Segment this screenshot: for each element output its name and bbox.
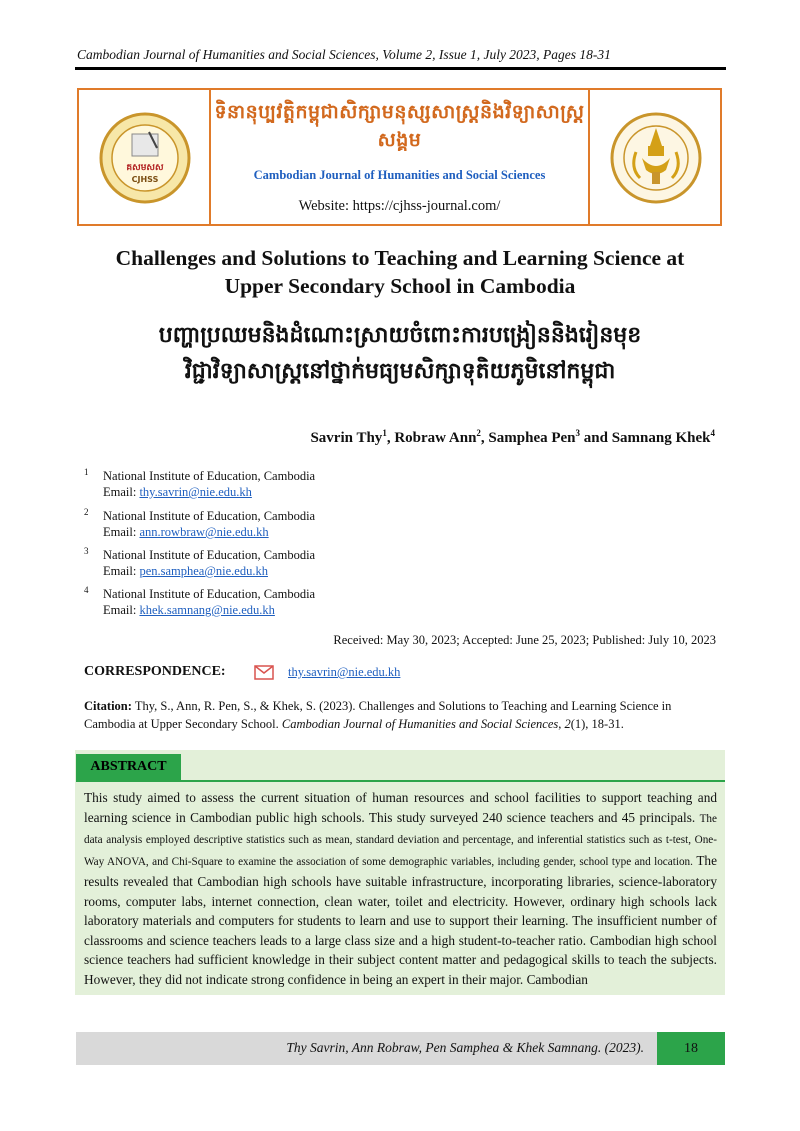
abstract-heading: ABSTRACT — [76, 754, 181, 780]
paper-title-line1: Challenges and Solutions to Teaching and Learning Science at — [115, 246, 685, 270]
author-separator: , — [480, 430, 489, 446]
affiliation-4 — [84, 586, 315, 618]
author-separator: and — [580, 430, 612, 446]
citation-label: Citation: — [84, 699, 132, 713]
page-number: 18 — [657, 1032, 725, 1065]
email-label: Email: — [103, 603, 137, 617]
affiliation-email-link[interactable]: pen.samphea@nie.edu.kh — [139, 564, 268, 578]
email-label: Email: — [103, 525, 137, 539]
affiliation-institution: National Institute of Education, Cambodia — [103, 548, 316, 562]
envelope-icon — [254, 665, 274, 680]
masthead-center — [211, 90, 588, 224]
abstract-text — [84, 788, 717, 989]
paper-title-khmer — [60, 318, 740, 390]
affiliation-number: 1 — [84, 467, 89, 477]
journal-website[interactable]: Website: https://cjhss-journal.com/ — [298, 198, 501, 214]
correspondence-email-link[interactable]: thy.savrin@nie.edu.kh — [288, 665, 401, 679]
header-rule — [75, 67, 726, 70]
citation — [84, 697, 718, 733]
citation-text: Thy, S., Ann, R. Pen, S., & Khek, S. (2023). Challenges and Solutions to Teaching and Learning Science in Cambodia at Upper Secondary School. — [84, 699, 672, 731]
author-sup: 3 — [575, 428, 581, 438]
paper-title-khmer-line2: វិជ្ជាវិទ្យាសាស្ត្រនៅថ្នាក់មធ្យមសិក្សាទុតិយភូមិនៅកម្ពុជា — [184, 359, 616, 384]
affiliation-1 — [84, 468, 315, 500]
citation-journal: Cambodian Journal of Humanities and Social Sciences — [281, 717, 559, 731]
affiliation-institution: National Institute of Education, Cambodia — [103, 469, 316, 483]
institute-seal — [588, 90, 720, 224]
abstract-part3: The results revealed that Cambodian high schools have suitable infrastructure, incorporating libraries, science-laboratory rooms, computer labs, internet connection, clean water, toilet and electricity. However, ordinary high schools lack laboratory materials and computers for students to learn and use to support their learning. The insufficient number of classrooms and science teachers leads to a large class size and a high student-to-teacher ratio. Cambodian high school science teachers had sufficient knowledge in their subject content matter and pedagogical skills to teach the subjects. However, they did not indicate strong confidence in being an expert in their major. Cambodian — [84, 852, 717, 987]
logo-abbr: CJHSS — [131, 175, 159, 184]
affiliation-2 — [84, 508, 315, 540]
author-name: Robraw Ann — [394, 430, 477, 446]
affiliation-institution: National Institute of Education, Cambodia — [103, 587, 316, 601]
affiliation-email-link[interactable]: khek.samnang@nie.edu.kh — [139, 603, 275, 617]
paper-title — [60, 244, 740, 300]
email-label: Email: — [103, 564, 137, 578]
publication-dates: Received: May 30, 2023; Accepted: June 25, 2023; Published: July 10, 2023 — [333, 633, 716, 647]
correspondence-label: CORRESPONDENCE: — [84, 664, 226, 679]
abstract-rule — [76, 780, 725, 782]
paper-title-khmer-line1: បញ្ហាប្រឈមនិងដំណោះស្រាយចំពោះការបង្រៀននិងរៀនមុខ — [158, 323, 642, 348]
author-sup: 1 — [382, 428, 387, 438]
author-sup: 2 — [476, 428, 481, 438]
logo-khmer-caption: គសមសស — [126, 163, 164, 173]
author-name: Savrin Thy — [310, 430, 383, 446]
citation-separator: , — [558, 717, 565, 731]
footer-citation: Thy Savrin, Ann Robraw, Pen Samphea & Khek Samnang. (2023). — [286, 1040, 644, 1055]
affiliation-email-link[interactable]: thy.savrin@nie.edu.kh — [139, 485, 252, 499]
cjhss-logo — [79, 90, 211, 224]
journal-masthead — [77, 88, 722, 226]
abstract-part1: This study aimed to assess the current situation of human resources and school facilities to support teaching and learning science in Cambodian public high schools. This study surveyed 240 science teachers and 45 principals. — [84, 790, 717, 825]
author-name: Samnang Khek — [611, 430, 711, 446]
running-head: Cambodian Journal of Humanities and Social Sciences, Volume 2, Issue 1, July 2023, Pages 18-31 — [77, 47, 611, 62]
paper-title-line2: Upper Secondary School in Cambodia — [224, 274, 576, 298]
author-sup: 4 — [710, 428, 715, 438]
email-label: Email: — [103, 485, 137, 499]
affiliation-number: 2 — [84, 507, 89, 517]
affiliation-number: 4 — [84, 585, 89, 595]
affiliation-3 — [84, 547, 315, 579]
journal-khmer-title: ទិនានុប្បវត្តិកម្ពុជាសិក្សាមនុស្សសាស្ត្រនិងវិទ្យាសាស្ត្រសង្គម — [214, 101, 585, 151]
author-name: Samphea Pen — [488, 430, 576, 446]
citation-pages: (1), 18-31. — [570, 717, 624, 731]
author-separator: , — [386, 430, 395, 446]
affiliation-email-link[interactable]: ann.rowbraw@nie.edu.kh — [139, 525, 269, 539]
author-list — [310, 428, 715, 447]
citation-volume: 2 — [564, 717, 571, 731]
affiliation-institution: National Institute of Education, Cambodia — [103, 509, 316, 523]
journal-english-title: Cambodian Journal of Humanities and Social Sciences — [253, 168, 546, 182]
affiliation-number: 3 — [84, 546, 89, 556]
abstract-part2: The data analysis employed descriptive statistics such as mean, standard deviation and percentage, and inferential statistics such as t-test, One-Way ANOVA, and Chi-Square to examine the association of some demographic variables, including gender, school type and location. — [84, 812, 717, 868]
